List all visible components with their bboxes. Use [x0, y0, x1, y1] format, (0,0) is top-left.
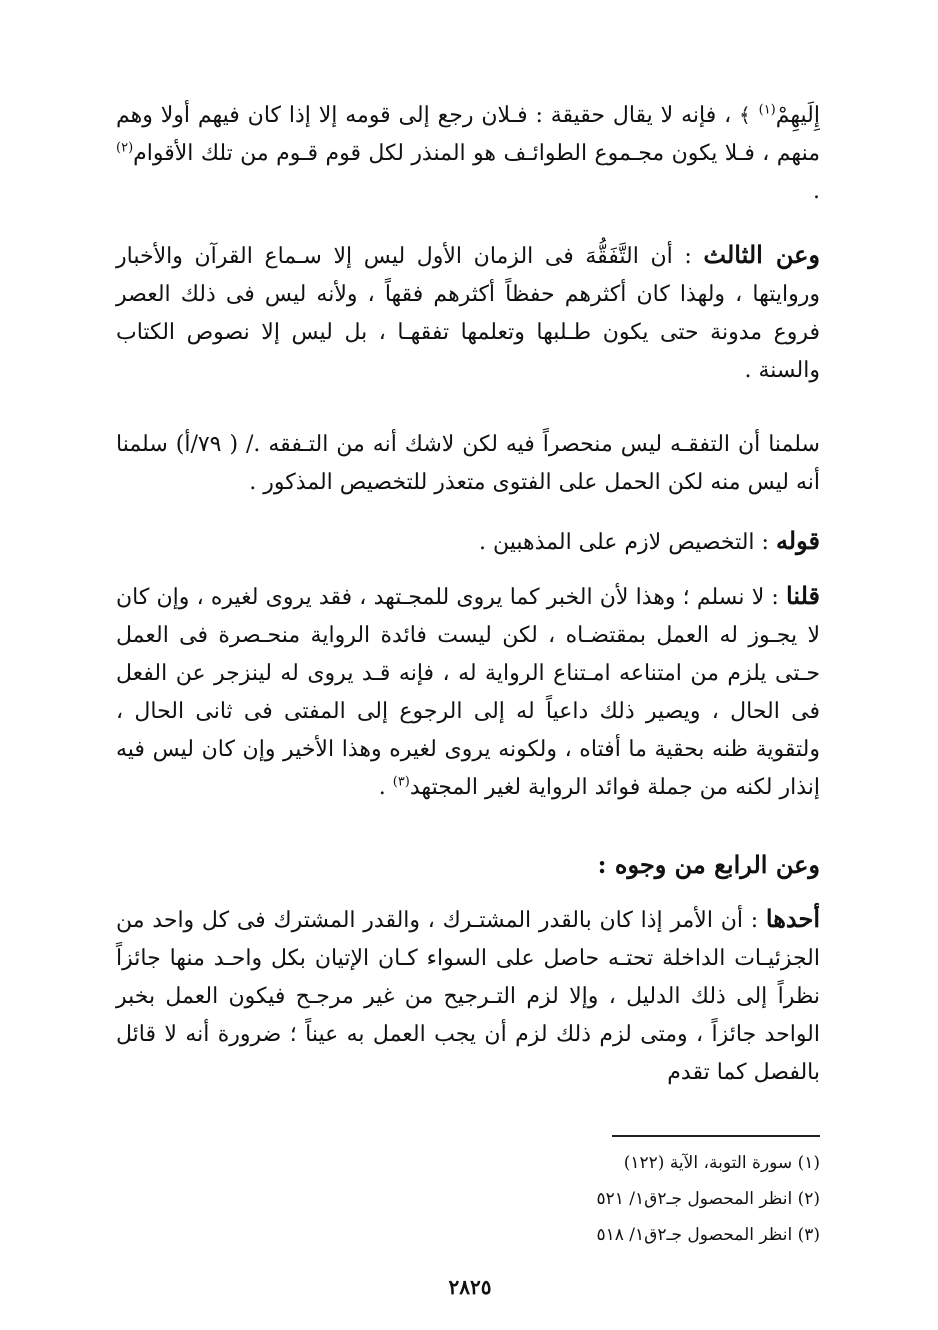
footnote-ref-2: (٢) — [116, 140, 134, 156]
paragraph-2 — [116, 236, 820, 390]
footnote-2: (٢) انظر المحصول جـ٢ق١/ ٥٢١ — [596, 1189, 820, 1209]
paragraph-5-lead: قلنا — [786, 581, 820, 610]
footnote-ref-1: (١) — [758, 102, 776, 118]
footnote-3: (٣) انظر المحصول جـ٢ق١/ ٥١٨ — [596, 1225, 820, 1245]
paragraph-7-text: : أن الأمر إذا كان بالقدر المشتـرك ، والقدر المشترك فى كل واحد من الجزئيـات الداخلة تحتـه حاصل على السواء كـان الإتيان بكل واحـد منها جائزاً نظراً إلى ذلك الدليل ، وإلا لزم التـرجيح من غير مرجـح فيكون العمل بخبر الواحد جائزاً ، ومتى لزم ذلك لزم أن يجب العمل به عيناً ؛ ضرورة أنه لا قائل بالفصل كما تقدم — [116, 908, 820, 1085]
footnote-ref-3: (٣) — [392, 774, 410, 790]
quran-word: إِلَيهِمْ — [775, 103, 820, 128]
quran-bracket: ﴾ — [739, 103, 751, 127]
paragraph-6 — [116, 846, 820, 886]
paragraph-5-end: . — [378, 775, 386, 800]
footnote-divider — [612, 1135, 820, 1137]
paragraph-2-lead: وعن الثالث — [703, 240, 820, 269]
paragraph-1-end: . — [813, 179, 820, 204]
paragraph-6-lead: وعن الرابع من وجوه : — [597, 850, 820, 879]
paragraph-3-text: سلمنا أن التفقـه ليس منحصراً فيه لكن لاشك أنه من التـفقه ./ ( ٧٩/أ) سلمنا أنه ليس منه لكن الحمل على الفتوى متعذر للتخصيص المذكور . — [116, 432, 820, 495]
paragraph-3 — [116, 426, 820, 502]
paragraph-5-text: : لا نسلم ؛ وهذا لأن الخبر كما يروى للمجـتهد ، فقد يروى لغيره ، وإن كان لا يجـوز له العمل بمقتضـاه ، لكن ليست فائدة الرواية منحـصرة فى العمل حـتى يلزم من امتناعه امـتناع الرواية له ، فإنه قـد يروى له لينزجر عن الفعل فى الحال ، ويصير ذلك داعياً له إلى الرجوع إلى المفتى فى ثانى الحال ، ولتقوية ظنه بحقية ما أفتاه ، ولكونه يروى لغيره وهذا الأخير وإن كان ليس فيه إنذار لكنه من جملة فوائد الرواية لغير المجتهد — [116, 585, 821, 800]
paragraph-1-text: ، فإنه لا يقال حقيقة : فـلان رجع إلى قومه إلا إذا كان فيهم أولا وهم منهم ، فـلا يكون مجـموع الطوائـف هو المنذر لكل قوم قـوم من تلك الأقوام — [116, 103, 820, 166]
paragraph-4-text: : التخصيص لازم على المذهبين . — [478, 530, 769, 555]
paragraph-2-text: : أن التَّفَقُّهَ فى الزمان الأول ليس إلا سـماع القرآن والأخبار وروايتها ، ولهذا كان أكثرهم حفظاً أكثرهم فقهاً ، ولأنه ليس فى ذلك العصر فروع مدونة حتى يكون طـلبها وتعلمها تفقهـا ، بل ليس إلا نصوص الكتاب والسنة . — [116, 244, 820, 383]
paragraph-7 — [116, 900, 820, 1092]
page-number: ٢٨٢٥ — [448, 1275, 492, 1299]
paragraph-5 — [116, 577, 820, 807]
paragraph-7-lead: أحدها — [765, 904, 820, 933]
footnotes — [420, 1145, 820, 1253]
paragraph-4-lead: قوله — [775, 526, 820, 555]
paragraph-4 — [116, 522, 820, 562]
paragraph-1 — [116, 96, 820, 211]
footnote-1: (١) سورة التوبة، الآية (١٢٢) — [623, 1153, 820, 1173]
